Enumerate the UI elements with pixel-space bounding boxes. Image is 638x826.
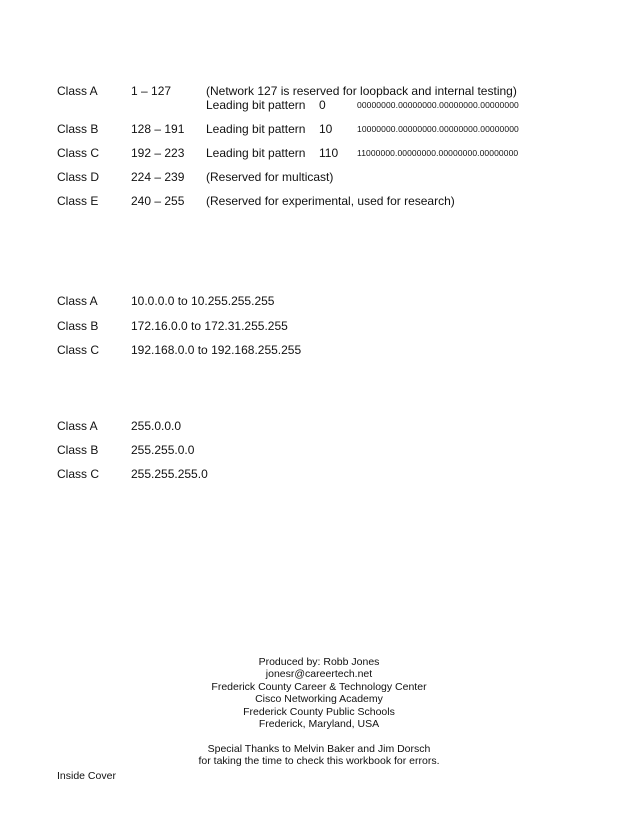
class-range: 240 – 255 bbox=[131, 194, 185, 208]
class-range: 1 – 127 bbox=[131, 84, 172, 98]
pattern-label: Leading bit pattern bbox=[206, 98, 306, 112]
class-description: (Reserved for experimental, used for research) bbox=[206, 194, 455, 208]
class-range: 192 – 223 bbox=[131, 146, 185, 160]
default-mask: 255.0.0.0 bbox=[131, 419, 182, 433]
credit-email: jonesr@careertech.net bbox=[265, 668, 373, 681]
pattern-label: Leading bit pattern bbox=[206, 122, 306, 136]
binary-pattern: 10000000.00000000.00000000.00000000 bbox=[357, 124, 519, 134]
class-label: Class A bbox=[57, 84, 98, 98]
private-range: 10.0.0.0 to 10.255.255.255 bbox=[131, 294, 275, 308]
credit-line: Cisco Networking Academy bbox=[255, 693, 383, 706]
credit-line: Frederick County Career & Technology Center bbox=[211, 680, 427, 693]
default-mask: 255.255.255.0 bbox=[131, 467, 208, 481]
leading-bits: 110 bbox=[319, 146, 339, 160]
binary-pattern: 00000000.00000000.00000000.00000000 bbox=[357, 100, 519, 110]
class-label: Class B bbox=[57, 319, 99, 333]
binary-pattern: 11000000.00000000.00000000.00000000 bbox=[357, 148, 519, 158]
class-label: Class D bbox=[57, 170, 100, 184]
leading-bits: 10 bbox=[319, 122, 333, 136]
page-footer-label: Inside Cover bbox=[57, 770, 116, 782]
class-label: Class A bbox=[57, 419, 98, 433]
credit-line: Produced by: Robb Jones bbox=[258, 656, 380, 668]
leading-bits: 0 bbox=[319, 98, 326, 112]
credits-block bbox=[0, 656, 638, 730]
thanks-line: for taking the time to check this workbook for errors. bbox=[198, 755, 440, 768]
class-label: Class B bbox=[57, 122, 99, 136]
class-label: Class C bbox=[57, 146, 100, 160]
class-label: Class C bbox=[57, 467, 100, 481]
class-range: 224 – 239 bbox=[131, 170, 185, 184]
class-label: Class C bbox=[57, 343, 100, 357]
credit-line: Frederick, Maryland, USA bbox=[258, 718, 380, 731]
class-label: Class A bbox=[57, 294, 98, 308]
credit-line: Frederick County Public Schools bbox=[243, 705, 395, 718]
class-label: Class B bbox=[57, 443, 99, 457]
thanks-block bbox=[0, 743, 638, 768]
class-label: Class E bbox=[57, 194, 99, 208]
pattern-label: Leading bit pattern bbox=[206, 146, 306, 160]
class-range: 128 – 191 bbox=[131, 122, 185, 136]
private-range: 192.168.0.0 to 192.168.255.255 bbox=[131, 343, 302, 357]
thanks-line: Special Thanks to Melvin Baker and Jim Dorsch bbox=[207, 743, 431, 755]
private-range: 172.16.0.0 to 172.31.255.255 bbox=[131, 319, 288, 333]
class-description: (Network 127 is reserved for loopback and internal testing) bbox=[206, 84, 517, 98]
default-mask: 255.255.0.0 bbox=[131, 443, 195, 457]
class-description: (Reserved for multicast) bbox=[206, 170, 334, 184]
